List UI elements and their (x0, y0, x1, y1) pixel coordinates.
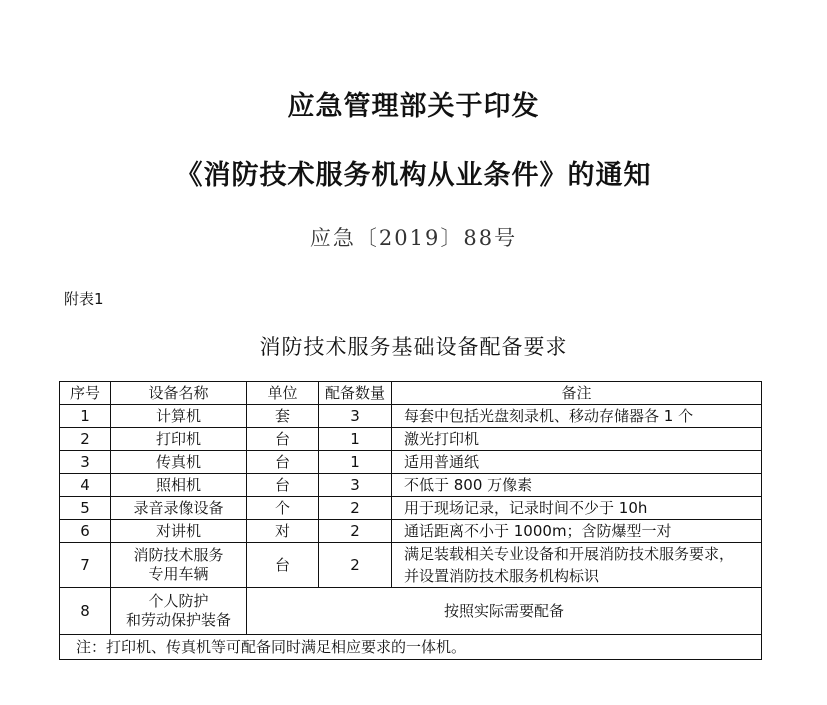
cell-note: 激光打印机 (392, 428, 762, 451)
cell-note (392, 543, 762, 588)
equipment-table (59, 381, 762, 660)
cell-unit: 台 (247, 543, 319, 588)
cell-unit: 个 (247, 497, 319, 520)
cell-name-line2: 和劳动保护装备 (125, 611, 231, 629)
cell-name: 照相机 (111, 474, 247, 497)
cell-note: 用于现场记录，记录时间不少于 10h (392, 497, 762, 520)
cell-no: 4 (60, 474, 111, 497)
cell-note: 适用普通纸 (392, 451, 762, 474)
cell-name-line1: 个人防护 (148, 592, 209, 610)
cell-no: 8 (60, 588, 111, 635)
cell-qty: 3 (319, 474, 392, 497)
cell-no: 6 (60, 520, 111, 543)
cell-name: 录音录像设备 (111, 497, 247, 520)
column-header-no: 序号 (60, 382, 111, 405)
cell-note-line2: 并设置消防技术服务机构标识 (404, 567, 600, 585)
cell-unit: 台 (247, 428, 319, 451)
table-row (60, 520, 762, 543)
cell-unit: 台 (247, 451, 319, 474)
cell-qty: 2 (319, 497, 392, 520)
table-header-row (60, 382, 762, 405)
cell-no: 7 (60, 543, 111, 588)
table-title: 消防技术服务基础设备配备要求 (259, 335, 568, 359)
cell-name: 对讲机 (111, 520, 247, 543)
cell-no: 5 (60, 497, 111, 520)
cell-note: 每套中包括光盘刻录机、移动存储器各 1 个 (392, 405, 762, 428)
cell-qty: 2 (319, 543, 392, 588)
cell-qty: 1 (319, 451, 392, 474)
column-header-qty: 配备数量 (319, 382, 392, 405)
cell-name-line2: 专用车辆 (148, 565, 209, 583)
cell-name: 打印机 (111, 428, 247, 451)
document-number: 应急〔2019〕88号 (309, 226, 518, 250)
table-row (60, 405, 762, 428)
cell-unit: 套 (247, 405, 319, 428)
column-header-name: 设备名称 (111, 382, 247, 405)
table-row (60, 543, 762, 588)
cell-qty: 1 (319, 428, 392, 451)
table-row (60, 474, 762, 497)
cell-qty: 3 (319, 405, 392, 428)
cell-name (111, 588, 247, 635)
attachment-label: 附表1 (64, 290, 104, 308)
table-row (60, 588, 762, 635)
cell-note-line1: 满足装载相关专业设备和开展消防技术服务要求， (404, 545, 735, 563)
cell-name: 计算机 (111, 405, 247, 428)
cell-name: 传真机 (111, 451, 247, 474)
cell-note: 不低于 800 万像素 (392, 474, 762, 497)
cell-no: 3 (60, 451, 111, 474)
cell-no: 2 (60, 428, 111, 451)
document-title-line1: 应急管理部关于印发 (287, 91, 540, 122)
cell-note: 通话距离不小于 1000m；含防爆型一对 (392, 520, 762, 543)
table-footnote-row (60, 635, 762, 660)
cell-merged-note: 按照实际需要配备 (247, 588, 762, 635)
cell-name (111, 543, 247, 588)
table-row (60, 497, 762, 520)
table-row (60, 451, 762, 474)
cell-unit: 对 (247, 520, 319, 543)
document-title-line2: 《消防技术服务机构从业条件》的通知 (175, 160, 652, 191)
cell-qty: 2 (319, 520, 392, 543)
column-header-note: 备注 (392, 382, 762, 405)
column-header-unit: 单位 (247, 382, 319, 405)
cell-no: 1 (60, 405, 111, 428)
table-footnote: 注：打印机、传真机等可配备同时满足相应要求的一体机。 (60, 635, 762, 660)
cell-unit: 台 (247, 474, 319, 497)
table-row (60, 428, 762, 451)
cell-name-line1: 消防技术服务 (133, 546, 224, 564)
